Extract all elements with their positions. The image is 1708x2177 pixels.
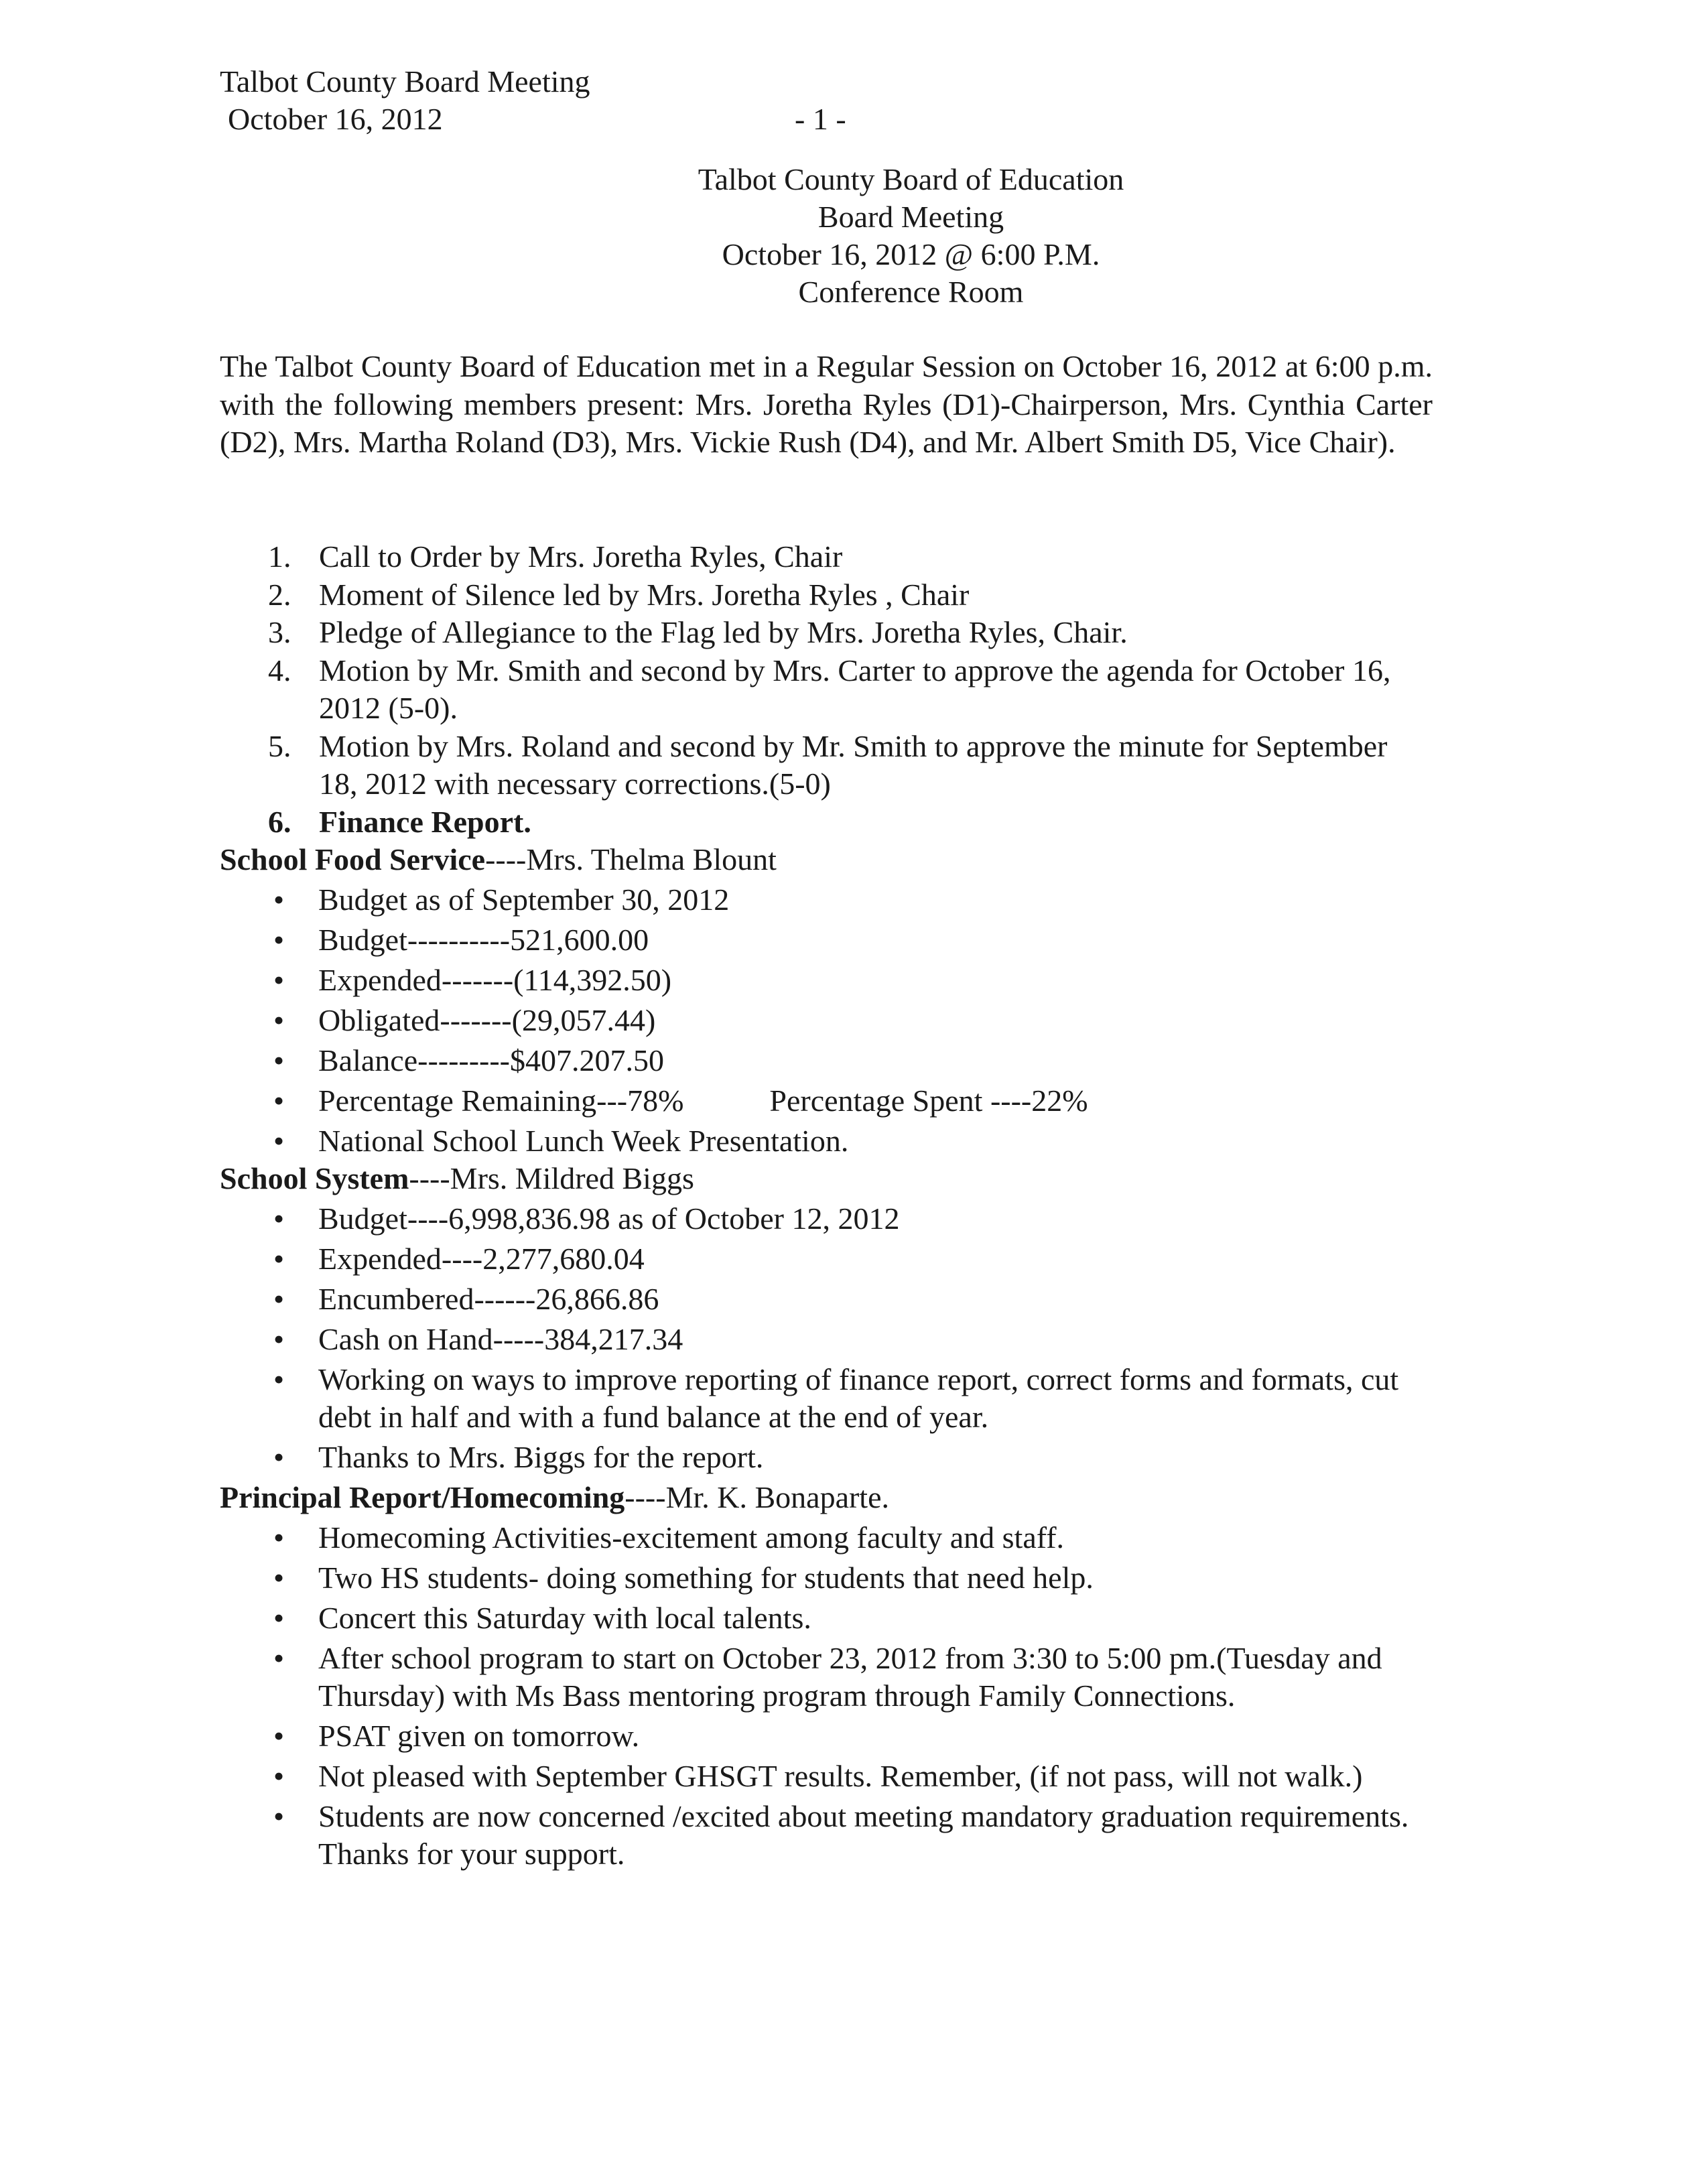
agenda-item-text: Motion by Mr. Smith and second by Mrs. Carter to approve the agenda for October 16, 2012 (5-0). bbox=[319, 653, 1391, 725]
list-item bbox=[220, 1082, 1433, 1120]
list-item bbox=[220, 1559, 1433, 1597]
bullet-icon: • bbox=[273, 1440, 285, 1474]
percentage-remaining: Percentage Remaining---78% bbox=[318, 1083, 684, 1118]
agenda-item-number: 6. bbox=[268, 804, 291, 839]
list-item-text: Not pleased with September GHSGT results. Remember, (if not pass, will not walk.) bbox=[318, 1759, 1363, 1793]
list-item bbox=[220, 1122, 1433, 1160]
agenda-list bbox=[220, 538, 1433, 841]
food-service-section bbox=[220, 841, 1433, 1160]
bullet-icon: • bbox=[273, 1124, 285, 1158]
heading-line-2: Board Meeting bbox=[817, 200, 1004, 234]
bullet-icon: • bbox=[273, 1242, 285, 1276]
school-system-section bbox=[220, 1160, 1433, 1476]
percentage-spent: Percentage Spent ----22% bbox=[769, 1083, 1088, 1118]
section-heading bbox=[220, 1160, 1433, 1197]
list-item-text: Expended----2,277,680.04 bbox=[318, 1242, 645, 1276]
list-item bbox=[220, 1519, 1433, 1557]
list-item-text: After school program to start on October 23, 2012 from 3:30 to 5:00 pm.(Tuesday and Thursday) with Ms Bass mentoring program through Family Connections. bbox=[318, 1641, 1382, 1713]
list-item bbox=[220, 1280, 1433, 1318]
heading-line-4: Conference Room bbox=[798, 275, 1024, 309]
bullet-icon: • bbox=[273, 1799, 285, 1833]
agenda-item bbox=[220, 803, 1433, 842]
section-presenter: ----Mr. K. Bonaparte. bbox=[625, 1480, 890, 1514]
bullet-icon: • bbox=[273, 1322, 285, 1356]
agenda-item-text: Motion by Mrs. Roland and second by Mr. Smith to approve the minute for September 18, 2012 with necessary corrections.(5-0) bbox=[319, 728, 1388, 801]
agenda-item bbox=[220, 576, 1433, 614]
running-header-title: Talbot County Board Meeting bbox=[220, 64, 590, 98]
agenda-item-text: Moment of Silence led by Mrs. Joretha Ryles , Chair bbox=[319, 577, 970, 612]
section-label: School System bbox=[220, 1161, 409, 1195]
list-item-text: Thanks to Mrs. Biggs for the report. bbox=[318, 1440, 764, 1474]
running-header-date: October 16, 2012 bbox=[228, 102, 443, 136]
list-item-text: Cash on Hand-----384,217.34 bbox=[318, 1322, 683, 1356]
list-item-text: Obligated-------(29,057.44) bbox=[318, 1003, 656, 1037]
bullet-list bbox=[220, 1200, 1433, 1476]
bullet-icon: • bbox=[273, 1561, 285, 1595]
list-item-text: Budget----------521,600.00 bbox=[318, 923, 649, 957]
section-label: Principal Report/Homecoming bbox=[220, 1480, 625, 1514]
list-item bbox=[220, 1758, 1433, 1795]
list-item bbox=[220, 1240, 1433, 1278]
bullet-icon: • bbox=[273, 963, 285, 997]
bullet-icon: • bbox=[273, 1201, 285, 1236]
list-item-text: Homecoming Activities-excitement among faculty and staff. bbox=[318, 1520, 1065, 1555]
list-item bbox=[220, 1798, 1433, 1873]
agenda-item-number: 2. bbox=[268, 577, 291, 612]
bullet-icon: • bbox=[273, 882, 285, 917]
section-heading bbox=[220, 1479, 1433, 1516]
agenda-item bbox=[220, 538, 1433, 576]
list-item bbox=[220, 1640, 1433, 1715]
bullet-icon: • bbox=[273, 1520, 285, 1555]
list-item bbox=[220, 881, 1433, 919]
list-item bbox=[220, 1002, 1433, 1039]
bullet-icon: • bbox=[273, 1759, 285, 1793]
bullet-list bbox=[220, 881, 1433, 1160]
section-heading bbox=[220, 841, 1433, 878]
agenda-item bbox=[220, 614, 1433, 652]
principal-report-section bbox=[220, 1479, 1433, 1873]
intro-paragraph: The Talbot County Board of Education met in a Regular Session on October 16, 2012 at 6:00 p.m. with the following members present: Mrs. Joretha Ryles (D1)-Chairperson, Mrs. Cynthia Carter (D2), Mrs. Martha Roland (D3), Mrs. Vickie Rush (D4), and Mr. Albert Smith D5, Vice Chair). bbox=[220, 349, 1433, 459]
agenda-item bbox=[220, 728, 1433, 803]
section-label: School Food Service bbox=[220, 842, 486, 876]
agenda-item-number: 3. bbox=[268, 615, 291, 649]
bullet-icon: • bbox=[273, 1282, 285, 1316]
bullet-icon: • bbox=[273, 1601, 285, 1635]
list-item-text: Students are now concerned /excited about meeting mandatory graduation requirements. Thanks for your support. bbox=[318, 1799, 1409, 1871]
agenda-item-text: Call to Order by Mrs. Joretha Ryles, Chair bbox=[319, 539, 843, 574]
bullet-list bbox=[220, 1519, 1433, 1873]
list-item bbox=[220, 1439, 1433, 1476]
list-item-text: Budget as of September 30, 2012 bbox=[318, 882, 730, 917]
section-presenter: ----Mrs. Mildred Biggs bbox=[409, 1161, 694, 1195]
agenda-item-text: Finance Report. bbox=[319, 804, 531, 839]
list-item-text: National School Lunch Week Presentation. bbox=[318, 1124, 849, 1158]
agenda-item-text: Pledge of Allegiance to the Flag led by Mrs. Joretha Ryles, Chair. bbox=[319, 615, 1128, 649]
bullet-icon: • bbox=[273, 923, 285, 957]
list-item-text: Balance---------$407.207.50 bbox=[318, 1043, 664, 1077]
agenda-item-number: 4. bbox=[268, 653, 291, 687]
bullet-icon: • bbox=[273, 1362, 285, 1396]
bullet-icon: • bbox=[273, 1003, 285, 1037]
list-item bbox=[220, 1321, 1433, 1358]
list-item bbox=[220, 1599, 1433, 1637]
list-item bbox=[220, 1717, 1433, 1755]
list-item-text: Working on ways to improve reporting of finance report, correct forms and formats, cut debt in half and with a fund balance at the end of year. bbox=[318, 1362, 1399, 1434]
list-item bbox=[220, 1361, 1433, 1436]
list-item-text: Expended-------(114,392.50) bbox=[318, 963, 672, 997]
list-item bbox=[220, 921, 1433, 959]
heading-line-1: Talbot County Board of Education bbox=[698, 162, 1124, 196]
list-item-text: Budget----6,998,836.98 as of October 12, 2012 bbox=[318, 1201, 900, 1236]
bullet-icon: • bbox=[273, 1083, 285, 1118]
list-item bbox=[220, 1200, 1433, 1238]
agenda-item bbox=[220, 652, 1433, 728]
bullet-icon: • bbox=[273, 1641, 285, 1675]
list-item bbox=[220, 1042, 1433, 1079]
list-item-text: PSAT given on tomorrow. bbox=[318, 1719, 640, 1753]
list-item bbox=[220, 962, 1433, 999]
list-item-text: Two HS students- doing something for students that need help. bbox=[318, 1561, 1094, 1595]
section-presenter: ----Mrs. Thelma Blount bbox=[485, 842, 777, 876]
bullet-icon: • bbox=[273, 1043, 285, 1077]
page-number: - 1 - bbox=[795, 102, 846, 136]
agenda-item-number: 1. bbox=[268, 539, 291, 574]
bullet-icon: • bbox=[273, 1719, 285, 1753]
agenda-item-number: 5. bbox=[268, 728, 291, 763]
document-heading bbox=[0, 161, 1708, 311]
list-item-text: Encumbered------26,866.86 bbox=[318, 1282, 659, 1316]
list-item-text: Concert this Saturday with local talents. bbox=[318, 1601, 811, 1635]
heading-line-3: October 16, 2012 @ 6:00 P.M. bbox=[722, 237, 1100, 271]
